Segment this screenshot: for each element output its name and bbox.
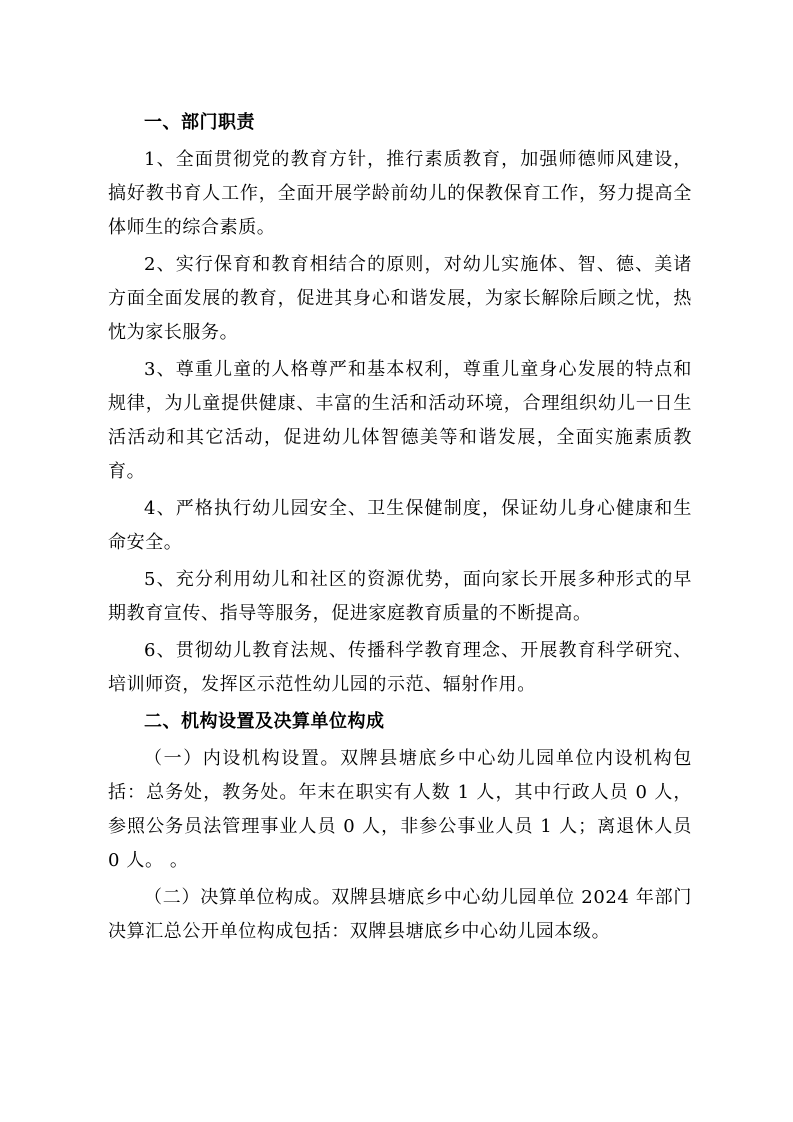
duty-paragraph-6: 6、贯彻幼儿教育法规、传播科学教育理念、开展教育科学研究、培训师资，发挥区示范性幼儿园的示范、辐射作用。 <box>108 640 692 695</box>
org-setup-paragraph: （一）内设机构设置。双牌县塘底乡中心幼儿园单位内设机构包括：总务处，教务处。年末在职实有人数 1 人，其中行政人员 0 人，参照公务员法管理事业人员 0 人，非参公事业人员 1 人；离退休人员 0 人。 。 <box>108 748 692 871</box>
duty-paragraph-5: 5、充分利用幼儿和社区的资源优势，面向家长开展多种形式的早期教育宣传、指导等服务，促进家庭教育质量的不断提高。 <box>108 569 692 624</box>
duty-paragraph-4: 4、严格执行幼儿园安全、卫生保健制度，保证幼儿身心健康和生命安全。 <box>108 498 692 553</box>
duty-paragraph-3: 3、尊重儿童的人格尊严和基本权利，尊重儿童身心发展的特点和规律，为儿童提供健康、丰富的生活和活动环境，合理组织幼儿一日生活活动和其它活动，促进幼儿体智德美等和谐发展，全面实施素质教育。 <box>108 359 692 482</box>
duty-paragraph-2: 2、实行保育和教育相结合的原则，对幼儿实施体、智、德、美诸方面全面发展的教育，促进其身心和谐发展，为家长解除后顾之忧，热忱为家长服务。 <box>108 254 692 343</box>
duty-paragraph-1: 1、全面贯彻党的教育方针，推行素质教育，加强师德师风建设，搞好教书育人工作，全面开展学龄前幼儿的保教保育工作，努力提高全体师生的综合素质。 <box>108 149 692 238</box>
section-2-heading: 二、机构设置及决算单位构成 <box>144 711 385 732</box>
document-body <box>108 106 692 949</box>
section-1-heading: 一、部门职责 <box>144 112 255 133</box>
unit-composition-paragraph: （二）决算单位构成。双牌县塘底乡中心幼儿园单位 2024 年部门决算汇总公开单位构成包括：双牌县塘底乡中心幼儿园本级。 <box>108 887 692 942</box>
